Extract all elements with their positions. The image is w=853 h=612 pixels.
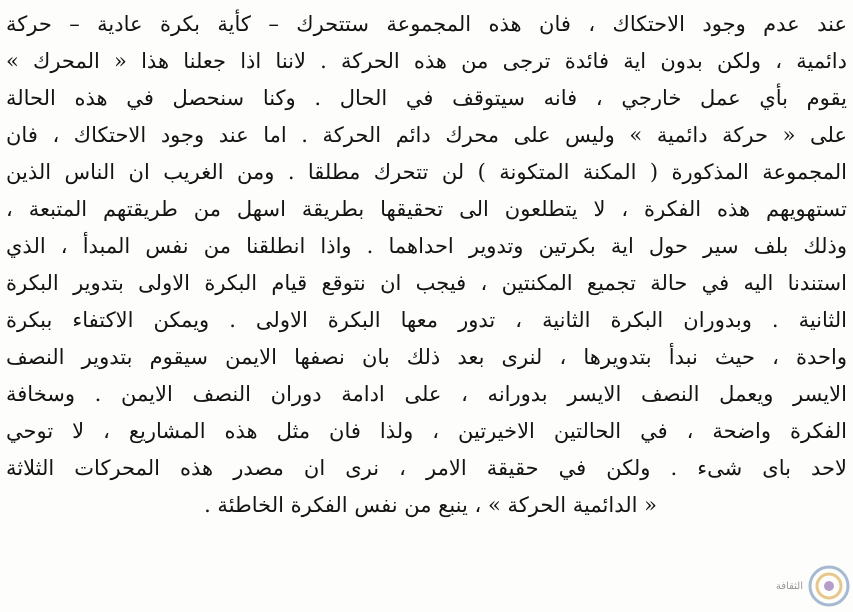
text-line: واحدة ، حيث نبدأ بتدويرها ، لنرى بعد ذلك بان نصفها الايمن سيقوم بتدوير النصف [6,345,847,369]
text-line: الثانية . وبدوران البكرة الثانية ، تدور معها البكرة الاولى . ويمكن الاكتفاء ببكرة [6,308,847,332]
watermark-text: الثقافة [775,580,803,592]
text-line: « الدائمية الحركة » ، ينبع من نفس الفكرة الخاطئة . [204,493,657,517]
text-line: يقوم بأي عمل خارجي ، فانه سيتوقف في الحال . وكنا سنحصل في هذه الحالة [6,86,847,110]
text-line: الايسر ويعمل النصف الايسر بدورانه ، على ادامة دوران النصف الايمن . وسخافة [6,382,847,406]
text-line: الفكرة واضحة ، في الحالتين الاخيرتين ، ولذا فان مثل هذه المشاريع ، لا توحي [6,419,847,443]
text-line: على « حركة دائمية » وليس على محرك دائم الحركة . اما عند وجود الاحتكاك ، فان [6,123,847,147]
text-line: تستهويهم هذه الفكرة ، لا يتطلعون الى تحقيقها بطريقة اسهل من طريقتهم المتبعة ، [6,197,847,221]
watermark [733,562,851,610]
text-line: وذلك بلف سير حول اية بكرتين وتدوير احداهما . واذا انطلقنا من نفس المبدأ ، الذي [6,234,847,258]
text-line: عند عدم وجود الاحتكاك ، فان هذه المجموعة ستتحرك – كأية بكرة عادية – حركة [6,12,847,36]
paragraph [6,6,847,524]
text-line: لاحد بای شیء . ولکن في حقيقة الامر ، نرى ان مصدر هذه المحركات الثلاثة [6,456,847,480]
logo-icon [807,564,851,608]
text-line: المجموعة المذكورة ( المكنة المتكونة ) لن تتحرك مطلقا . ومن الغريب ان الناس الذين [6,160,847,184]
text-line: دائمية ، ولكن بدون اية فائدة ترجى من هذه الحركة . لاننا اذا جعلنا هذا « المحرك » [6,49,847,73]
text-line: استندنا اليه في حالة تجميع المكنتين ، فيجب ان نتوقع قيام البكرة الاولى بتدوير البكرة [6,271,847,295]
